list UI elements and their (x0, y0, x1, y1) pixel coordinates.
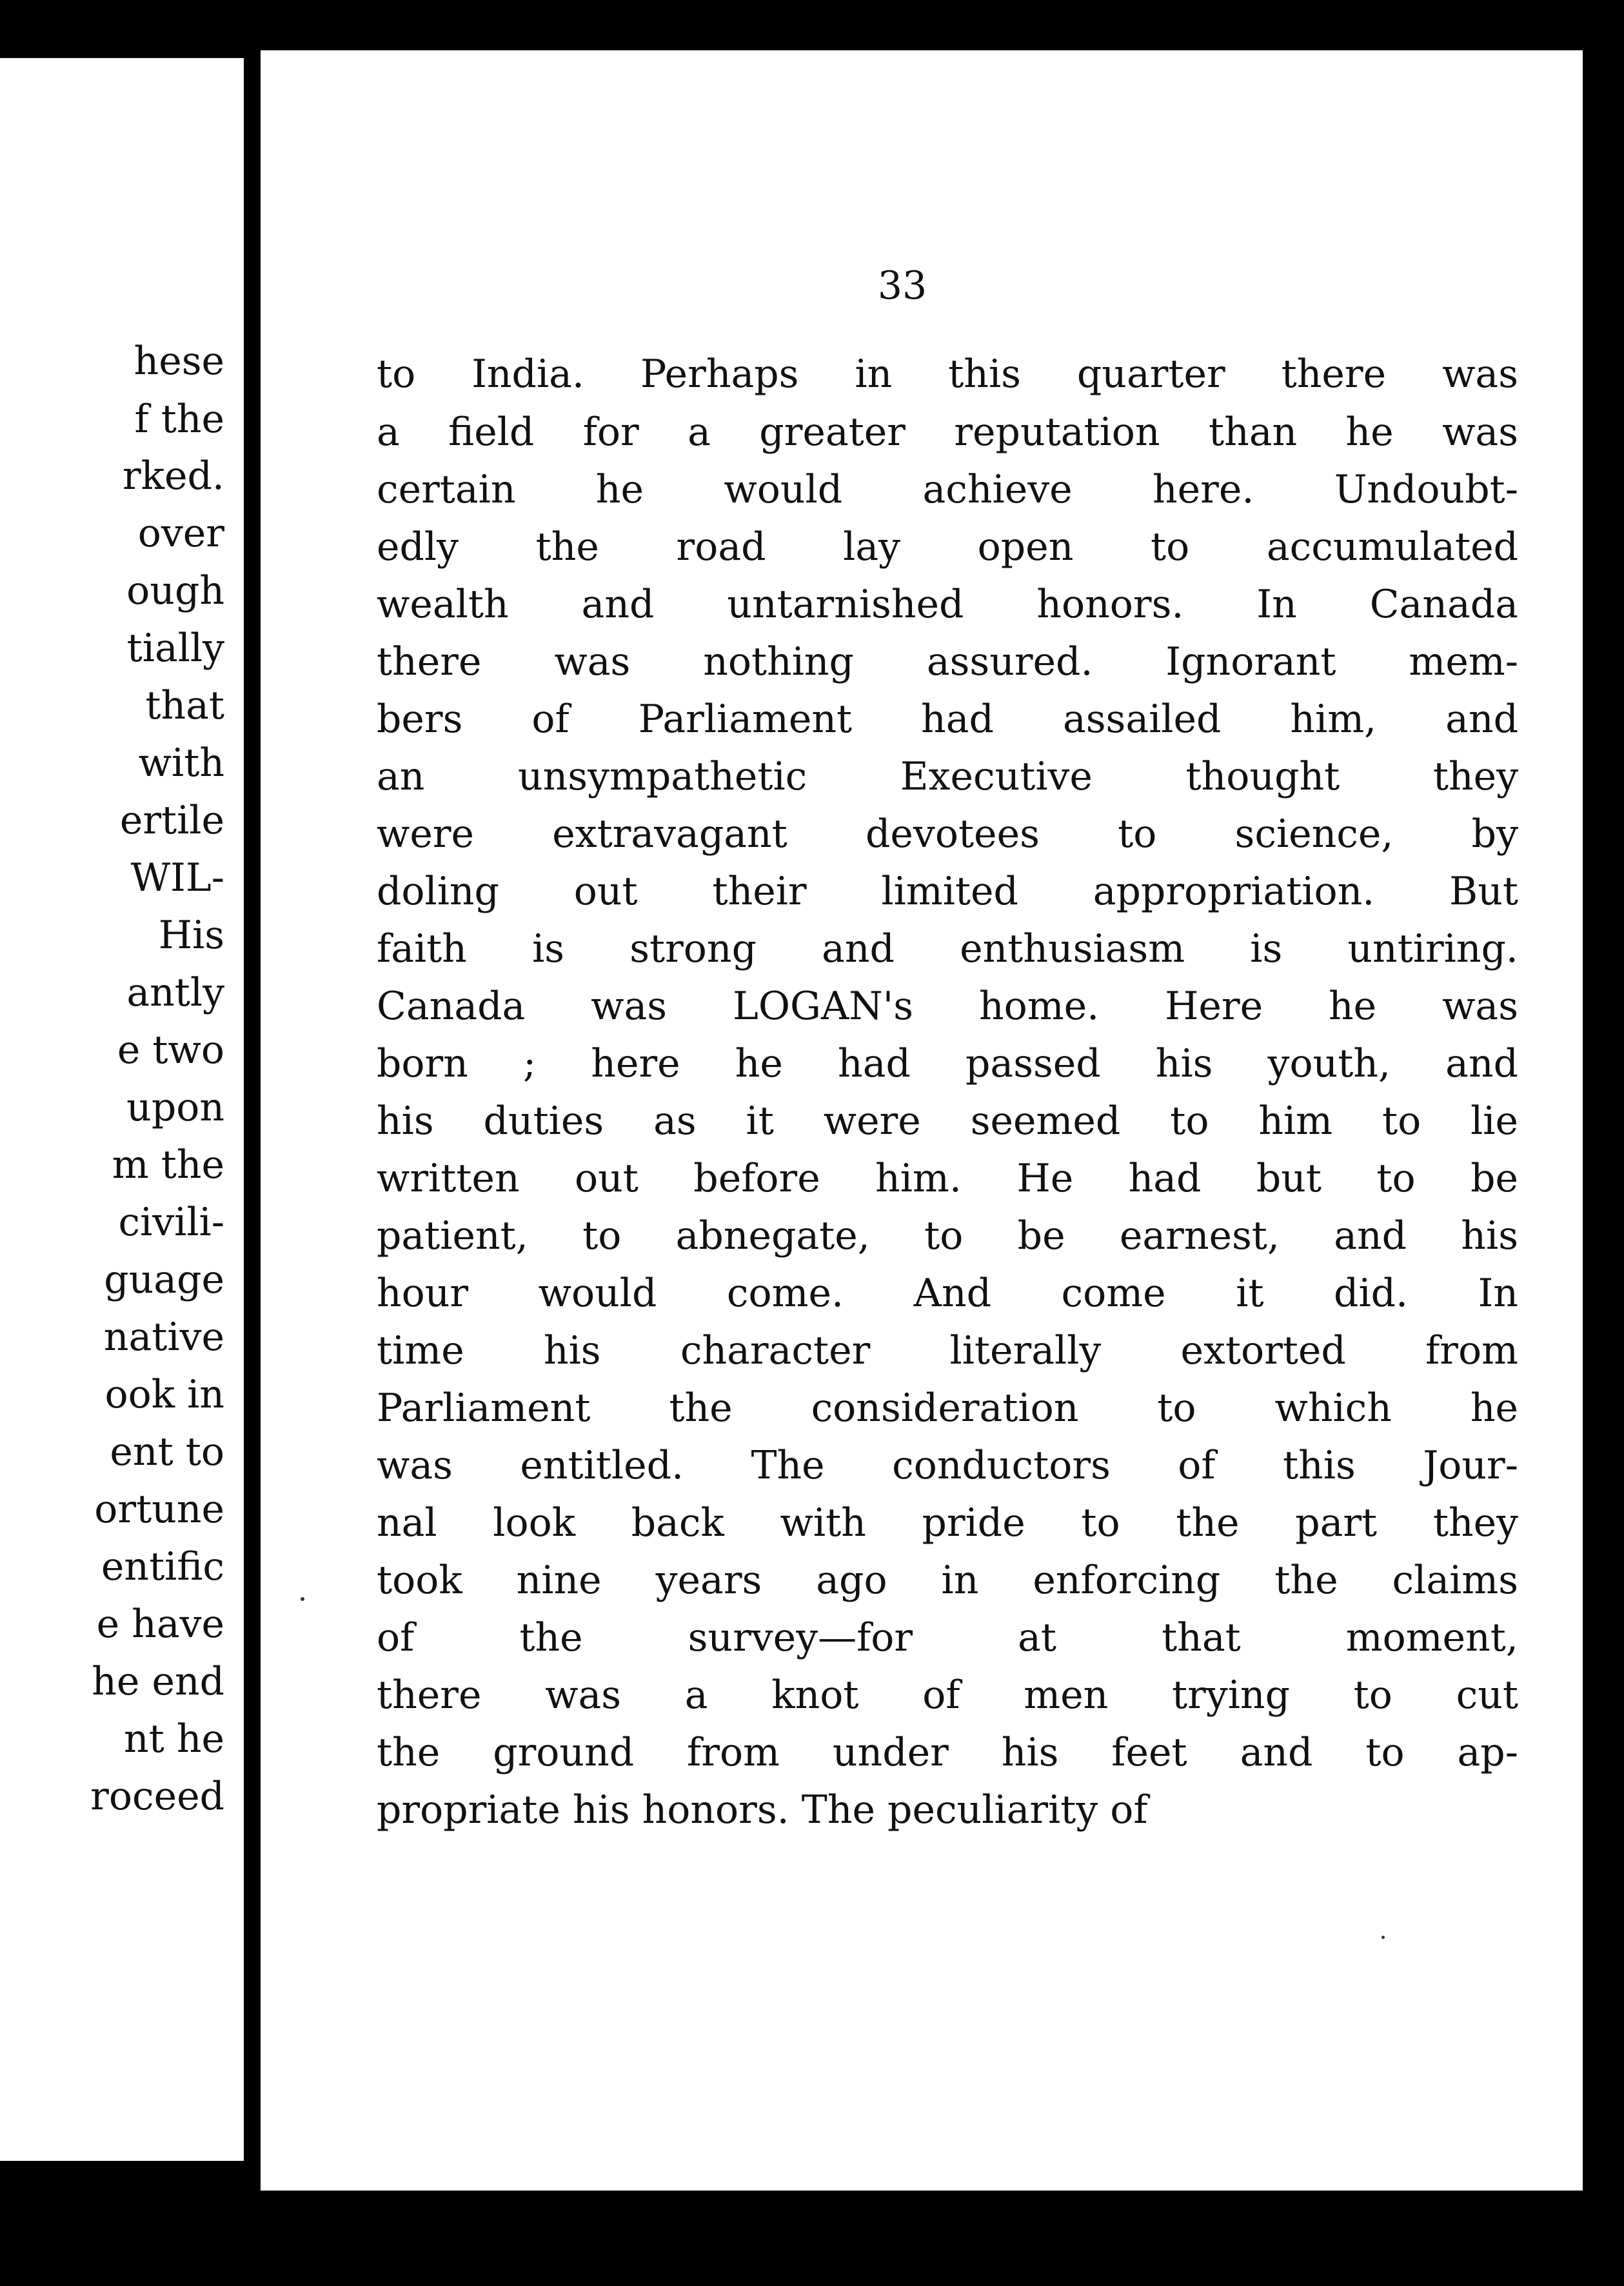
body-text-line: of the survey—for at that moment, (377, 1615, 1518, 1660)
body-text-line: born ; here he had passed his youth, and (377, 1041, 1518, 1086)
body-text-line: there was a knot of men trying to cut (377, 1673, 1518, 1718)
body-text-line: bers of Parliament had assailed him, and (377, 697, 1518, 742)
body-text-line: an unsympathetic Executive thought they (377, 754, 1518, 799)
left-page-line: roceed (90, 1774, 224, 1819)
left-page-line: tially (126, 626, 224, 671)
left-page-line: e two (117, 1028, 224, 1073)
left-page-line: upon (126, 1085, 224, 1130)
body-text-line: patient, to abnegate, to be earnest, and his (377, 1213, 1518, 1258)
left-page-line: hese (134, 339, 224, 384)
body-text-line: his duties as it were seemed to him to lie (377, 1098, 1518, 1144)
body-text-line: nal look back with pride to the part they (377, 1500, 1518, 1546)
body-text-line: propriate his honors. The peculiarity of (377, 1787, 1148, 1833)
body-text-line: certain he would achieve here. Undoubt- (377, 467, 1518, 512)
body-text-line: wealth and untarnished honors. In Canada (377, 582, 1518, 627)
body-text-line: Canada was LOGAN's home. Here he was (377, 984, 1518, 1029)
body-text-line: faith is strong and enthusiasm is untiring. (377, 926, 1518, 971)
body-text-line: doling out their limited appropriation. But (377, 869, 1518, 914)
left-page-line: WIL- (130, 855, 224, 900)
body-text-line: there was nothing assured. Ignorant mem- (377, 639, 1518, 684)
body-text-line: Parliament the consideration to which he (377, 1386, 1518, 1431)
left-page-line: civili- (118, 1200, 224, 1245)
left-page-line: that (145, 683, 224, 728)
paper-speck (301, 1597, 304, 1601)
right-page (261, 50, 1583, 2191)
left-page-line: antly (126, 970, 224, 1015)
body-text-line: hour would come. And come it did. In (377, 1271, 1518, 1316)
left-page-line: with (138, 740, 224, 786)
body-text-line: edly the road lay open to accumulated (377, 524, 1518, 570)
left-page-line: he end (92, 1659, 224, 1704)
body-text-line: took nine years ago in enforcing the claims (377, 1558, 1518, 1603)
left-page-line: ertile (119, 798, 224, 843)
left-page-line: e have (96, 1602, 224, 1647)
left-page-line: entific (101, 1544, 224, 1589)
book-gutter (244, 0, 261, 2286)
body-text-line: the ground from under his feet and to ap- (377, 1730, 1518, 1775)
page-number: 33 (877, 263, 927, 308)
body-text-line: were extravagant devotees to science, by (377, 811, 1518, 857)
left-page-line: ent to (110, 1429, 224, 1475)
paper-speck (1381, 1936, 1385, 1939)
left-page-line: ook in (104, 1372, 224, 1417)
left-page-line: guage (104, 1257, 224, 1302)
left-page-line: His (158, 913, 224, 958)
body-text-line: to India. Perhaps in this quarter there was (377, 352, 1518, 397)
body-text-line: a field for a greater reputation than he was (377, 410, 1518, 455)
body-text-line: time his character literally extorted from (377, 1328, 1518, 1373)
left-page-fragment (0, 58, 244, 2161)
left-page-line: native (103, 1315, 224, 1360)
left-page-line: m the (112, 1142, 224, 1188)
left-page-line: over (137, 511, 224, 556)
body-text-line: written out before him. He had but to be (377, 1156, 1518, 1201)
left-page-line: nt he (124, 1716, 224, 1762)
left-page-line: ough (126, 568, 224, 613)
left-page-line: f the (134, 397, 224, 442)
body-text-line: was entitled. The conductors of this Jour- (377, 1443, 1518, 1488)
left-page-line: rked. (122, 453, 224, 499)
left-page-line: ortune (94, 1487, 224, 1532)
